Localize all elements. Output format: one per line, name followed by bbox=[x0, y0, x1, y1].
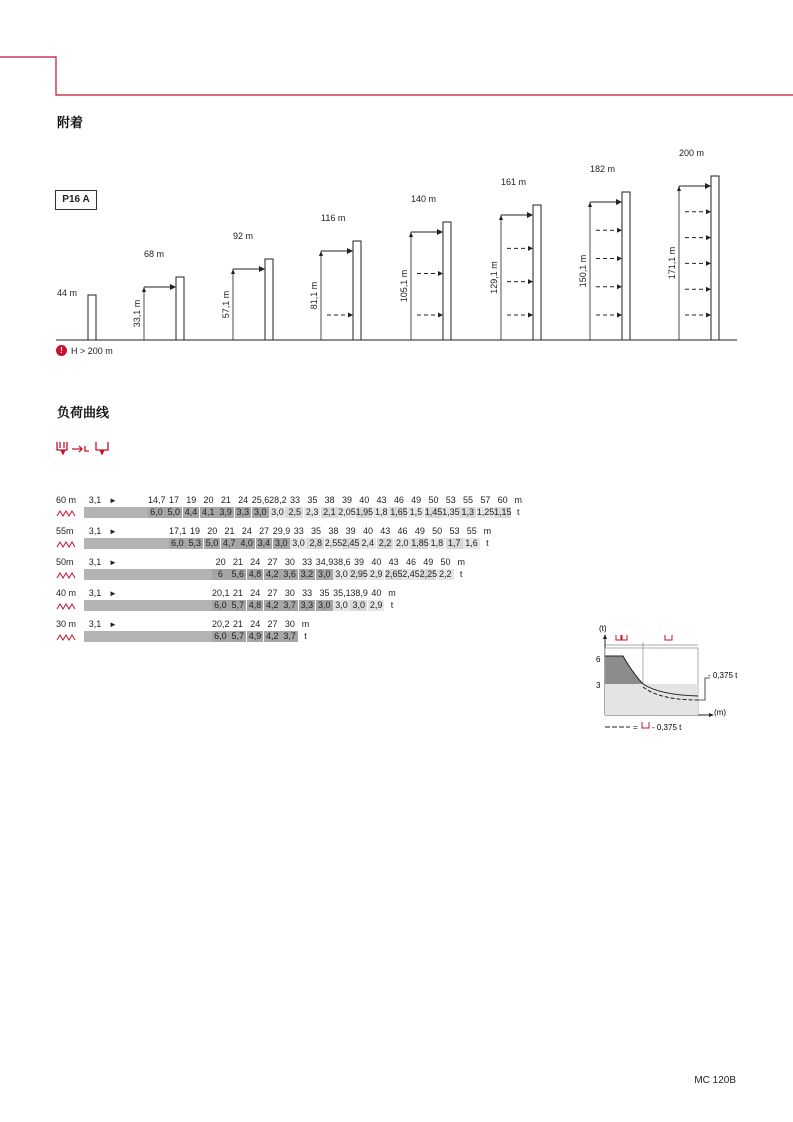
load-cell: 2,9 bbox=[368, 600, 385, 611]
load-cell: 2,45 bbox=[342, 538, 360, 548]
min-radius: 3,1 bbox=[88, 619, 102, 629]
distance-cell: 29,9 bbox=[272, 526, 291, 536]
distance-cell: 21 bbox=[232, 619, 243, 629]
arrow-icon: ► bbox=[109, 589, 117, 598]
tower-mast-label-8: 171,1 m bbox=[667, 246, 677, 280]
distance-cell: 14,7 bbox=[148, 495, 166, 505]
mini-y-unit: (t) bbox=[599, 624, 607, 633]
tower-height-label-1: 44 m bbox=[57, 288, 78, 298]
load-cell: 3,3 bbox=[235, 507, 252, 518]
distance-cell: 43 bbox=[376, 495, 387, 505]
load-cell: 5,3 bbox=[186, 538, 203, 549]
distance-cell: 28,2 bbox=[269, 495, 287, 505]
mini-side-label: - 0,375 t bbox=[708, 671, 738, 680]
min-radius: 3,1 bbox=[88, 526, 102, 536]
distance-cell: 60 bbox=[497, 495, 508, 505]
load-cell: 1,95 bbox=[355, 507, 374, 517]
load-cell: 3,0 bbox=[269, 507, 286, 518]
tower-1 bbox=[88, 295, 96, 340]
mini-x-unit: (m) bbox=[714, 708, 726, 717]
tower-mast-label-3: 57,1 m bbox=[221, 290, 231, 319]
tower-height-label-7: 182 m bbox=[590, 164, 616, 174]
jib-icon bbox=[56, 538, 78, 551]
distance-cell: 30 bbox=[284, 619, 295, 629]
load-cell: 3,6 bbox=[281, 569, 298, 580]
distance-cell: 39 bbox=[345, 526, 356, 536]
distance-cell: 24 bbox=[241, 526, 252, 536]
load-cell: 4,4 bbox=[183, 507, 200, 518]
load-cell: 4,7 bbox=[221, 538, 238, 549]
distance-cell: 27 bbox=[267, 588, 278, 598]
load-cell: 5,7 bbox=[229, 631, 246, 642]
distance-cell: 25,6 bbox=[251, 495, 270, 505]
section-title-load-curve: 负荷曲线 bbox=[57, 405, 110, 420]
jib-icon bbox=[56, 631, 78, 644]
distance-cell: 34,9 bbox=[315, 557, 334, 567]
distance-cell: 35 bbox=[311, 526, 322, 536]
model-tag: P16 A bbox=[55, 190, 97, 210]
distance-cell: 35,1 bbox=[333, 588, 351, 598]
distance-cell: 33 bbox=[293, 526, 304, 536]
distance-cell: 24 bbox=[250, 619, 261, 629]
distance-cell: 39 bbox=[354, 557, 365, 567]
height-note-text: H > 200 m bbox=[71, 345, 113, 356]
tower-height-label-5: 140 m bbox=[411, 194, 437, 204]
load-cell: 6,0 bbox=[148, 507, 165, 518]
min-radius: 3,1 bbox=[88, 557, 102, 567]
distance-cell: 50 bbox=[432, 526, 443, 536]
arrow-icon: ► bbox=[109, 527, 117, 536]
tower-7 bbox=[622, 192, 630, 340]
load-cell: 4,9 bbox=[247, 631, 264, 642]
load-cell: 5,0 bbox=[204, 538, 221, 549]
mini-y-tick-3: 3 bbox=[596, 681, 601, 690]
distance-cell: 39 bbox=[341, 495, 352, 505]
load-cell: 4,8 bbox=[247, 600, 264, 611]
tower-2 bbox=[176, 277, 184, 340]
load-cell: 4,1 bbox=[200, 507, 217, 518]
jib-length: 40 m bbox=[56, 588, 77, 598]
distance-cell: 35 bbox=[307, 495, 318, 505]
distance-cell: 33 bbox=[290, 495, 301, 505]
footer-model: MC 120B bbox=[694, 1075, 736, 1086]
tower-diagram bbox=[0, 148, 793, 345]
distance-cell: 20 bbox=[215, 557, 226, 567]
load-cell: 1,7 bbox=[446, 538, 463, 549]
load-cell: 1,3 bbox=[459, 507, 476, 518]
distance-cell: 24 bbox=[238, 495, 249, 505]
load-cell: 2,1 bbox=[321, 507, 338, 518]
distance-cell: 17,1 bbox=[169, 526, 187, 536]
distance-cell: 40 bbox=[362, 526, 373, 536]
jib-icon bbox=[56, 569, 78, 582]
distance-cell: 43 bbox=[380, 526, 391, 536]
tower-8 bbox=[711, 176, 719, 340]
load-cell: 2,4 bbox=[359, 538, 376, 549]
distance-cell: 55 bbox=[466, 526, 477, 536]
load-cell: 6,0 bbox=[169, 538, 186, 549]
distance-cell: 38 bbox=[324, 495, 335, 505]
distance-cell: 21 bbox=[232, 588, 243, 598]
distance-cell: 49 bbox=[411, 495, 422, 505]
load-cell: 3,0 bbox=[316, 569, 333, 580]
load-cell: 1,35 bbox=[442, 507, 460, 517]
load-cell: 2,8 bbox=[307, 538, 324, 549]
load-cell: 3,7 bbox=[281, 631, 298, 642]
tower-6 bbox=[533, 205, 541, 340]
load-cell: 1,25 bbox=[476, 507, 495, 517]
distance-cell: 20 bbox=[203, 495, 214, 505]
distance-cell: 40 bbox=[359, 495, 370, 505]
load-cell: 4,0 bbox=[238, 538, 255, 549]
distance-cell: 19 bbox=[186, 495, 197, 505]
tower-3 bbox=[265, 259, 273, 340]
mini-legend-label: - 0,375 t bbox=[652, 723, 682, 732]
distance-cell: 19 bbox=[189, 526, 200, 536]
arrow-icon: ► bbox=[109, 558, 117, 567]
load-cell: 2,5 bbox=[286, 507, 303, 518]
distance-cell: 40 bbox=[371, 557, 382, 567]
load-cell: 3,0 bbox=[290, 538, 307, 549]
load-cell: 5,6 bbox=[229, 569, 246, 580]
distance-cell: 46 bbox=[405, 557, 416, 567]
distance-cell: 55 bbox=[463, 495, 474, 505]
distance-cell: 50 bbox=[428, 495, 439, 505]
load-cell: 5,7 bbox=[229, 600, 246, 611]
distance-cell: 53 bbox=[449, 526, 460, 536]
jib-length: 60 m bbox=[56, 495, 77, 505]
header-line bbox=[0, 0, 793, 100]
distance-cell: 17 bbox=[168, 495, 179, 505]
trolley-mode-icon bbox=[56, 440, 116, 458]
load-cell: 3,7 bbox=[281, 600, 298, 611]
load-cell: 3,9 bbox=[217, 507, 234, 518]
tower-height-label-8: 200 m bbox=[679, 148, 705, 158]
load-cell: 3,0 bbox=[333, 569, 350, 580]
load-cell: 2,2 bbox=[437, 569, 454, 580]
distance-cell: 33 bbox=[302, 557, 313, 567]
distance-cell: 21 bbox=[232, 557, 243, 567]
distance-cell: 21 bbox=[220, 495, 231, 505]
jib-length: 55m bbox=[56, 526, 74, 536]
distance-cell: 27 bbox=[267, 619, 278, 629]
load-cell: 3,0 bbox=[350, 600, 367, 611]
load-cell: 6,0 bbox=[212, 600, 229, 611]
tower-mast-label-4: 81,1 m bbox=[309, 281, 319, 310]
tower-mast-label-2: 33,1 m bbox=[132, 299, 142, 328]
load-chart-table: 60 m 3,1 ► 14,7 17 19 20 21 24 25,6 28,2 33 35 38 39 40 43 46 49 50 53 55 57 60 m 6,0 5,0 4,4 4,1 3,9 3,3 3,0 3,0 2,5 2,3 2,1 2,05 1,95 1,8 1,65 1,5 1,45 1,35 1,3 1,25 1,15 t 55m 3,1 ► 17,1 19 20 21 24 27 29,9 33 35 38 39 40 43 46 49 50 53 55 m 6,0 5,3 5,0 4,7 4,0 3,4 3,0 3,0 2,8 2,55 2,45 2,4 2,2 2,0 1,85 1,8 1,7 1,6 t 50m 3,1 ► 20 21 24 27 30 33 34,9 38,6 39 40 43 46 49 50 m 6 5,6 4,8 4,2 3,6 3,2 3,0 3,0 2,95 2,9 2,65 2,45 2,25 2,2 t 40 m 3,1 ► 20,1 21 24 27 30 33 35 35,1 38,9 40 m 6,0 5,7 4,8 4,2 3,7 3,3 3,0 3,0 3,0 2,9 t 30 m 3,1 ► 20,2 21 24 27 30 m 6,0 5,7 4,9 4,2 3,7 t bbox=[56, 495, 616, 645]
distance-cell: 50 bbox=[440, 557, 451, 567]
load-cell: 2,25 bbox=[419, 569, 438, 579]
distance-cell: 20,1 bbox=[212, 588, 230, 598]
distance-cell: 49 bbox=[423, 557, 434, 567]
distance-cell: 46 bbox=[397, 526, 408, 536]
section-title-attachment: 附着 bbox=[57, 115, 84, 130]
load-cell: 2,2 bbox=[377, 538, 394, 549]
load-cell: 3,0 bbox=[316, 600, 333, 611]
tower-height-label-4: 116 m bbox=[321, 213, 346, 223]
arrow-icon: ► bbox=[109, 496, 117, 505]
distance-cell: 53 bbox=[445, 495, 456, 505]
load-cell: 1,65 bbox=[390, 507, 408, 517]
min-radius: 3,1 bbox=[88, 495, 102, 505]
load-cell: 3,3 bbox=[299, 600, 316, 611]
distance-cell: 38,6 bbox=[333, 557, 351, 567]
load-cell: 1,8 bbox=[373, 507, 390, 518]
distance-cell: 38,9 bbox=[350, 588, 368, 598]
distance-cell: 27 bbox=[259, 526, 270, 536]
load-cell: 5,0 bbox=[165, 507, 182, 518]
tower-height-label-2: 68 m bbox=[144, 249, 165, 259]
load-cell: 3,2 bbox=[299, 569, 316, 580]
tower-4 bbox=[353, 241, 361, 340]
load-cell: 2,45 bbox=[402, 569, 420, 579]
info-icon: ! bbox=[56, 345, 67, 356]
distance-cell: 35 bbox=[319, 588, 330, 598]
load-cell: 1,5 bbox=[408, 507, 425, 518]
distance-cell: 20,2 bbox=[212, 619, 230, 629]
height-note bbox=[56, 345, 113, 356]
load-cell: 1,45 bbox=[424, 507, 443, 517]
load-cell: 2,9 bbox=[368, 569, 385, 580]
svg-text:=: = bbox=[633, 723, 638, 732]
distance-cell: 49 bbox=[414, 526, 425, 536]
distance-cell: 40 bbox=[371, 588, 382, 598]
load-cell: 4,2 bbox=[264, 600, 281, 611]
load-cell: 1,8 bbox=[429, 538, 446, 549]
load-cell: 2,65 bbox=[385, 569, 403, 579]
load-cell: 2,3 bbox=[304, 507, 321, 518]
jib-icon bbox=[56, 507, 78, 520]
distance-cell: 30 bbox=[284, 588, 295, 598]
arrow-icon: ► bbox=[109, 620, 117, 629]
load-cell: 3,0 bbox=[333, 600, 350, 611]
load-cell: 2,95 bbox=[350, 569, 368, 579]
distance-cell: 27 bbox=[267, 557, 278, 567]
jib-icon bbox=[56, 600, 78, 613]
distance-cell: 30 bbox=[284, 557, 295, 567]
load-cell: 4,2 bbox=[264, 569, 281, 580]
mini-y-tick-6: 6 bbox=[596, 655, 601, 664]
tower-mast-label-6: 129,1 m bbox=[489, 261, 499, 294]
distance-cell: 24 bbox=[250, 588, 261, 598]
load-cell: 1,15 bbox=[494, 507, 512, 517]
distance-cell: 46 bbox=[393, 495, 404, 505]
load-cell: 1,85 bbox=[411, 538, 429, 548]
distance-cell: 20 bbox=[207, 526, 218, 536]
distance-cell: 33 bbox=[302, 588, 313, 598]
tower-mast-label-5: 105,1 m bbox=[399, 269, 409, 303]
distance-cell: 38 bbox=[328, 526, 339, 536]
jib-length: 50m bbox=[56, 557, 74, 567]
load-cell: 2,55 bbox=[324, 538, 343, 548]
tower-height-label-3: 92 m bbox=[233, 231, 254, 241]
jib-length: 30 m bbox=[56, 619, 77, 629]
load-cell: 2,05 bbox=[338, 507, 356, 517]
load-cell: 1,6 bbox=[463, 538, 480, 549]
load-cell: 6 bbox=[212, 569, 229, 580]
tower-5 bbox=[443, 222, 451, 340]
min-radius: 3,1 bbox=[88, 588, 102, 598]
distance-cell: 43 bbox=[388, 557, 399, 567]
load-cell: 6,0 bbox=[212, 631, 229, 642]
distance-cell: 21 bbox=[224, 526, 235, 536]
distance-cell: 24 bbox=[250, 557, 261, 567]
tower-mast-label-7: 150,1 m bbox=[578, 254, 588, 288]
distance-cell: 57 bbox=[480, 495, 491, 505]
mini-load-chart bbox=[590, 620, 750, 735]
load-cell: 2,0 bbox=[394, 538, 411, 549]
load-cell: 4,2 bbox=[264, 631, 281, 642]
tower-height-label-6: 161 m bbox=[501, 177, 527, 187]
load-cell: 3,0 bbox=[252, 507, 269, 518]
load-cell: 4,8 bbox=[247, 569, 264, 580]
load-cell: 3,4 bbox=[256, 538, 273, 549]
load-cell: 3,0 bbox=[273, 538, 290, 549]
